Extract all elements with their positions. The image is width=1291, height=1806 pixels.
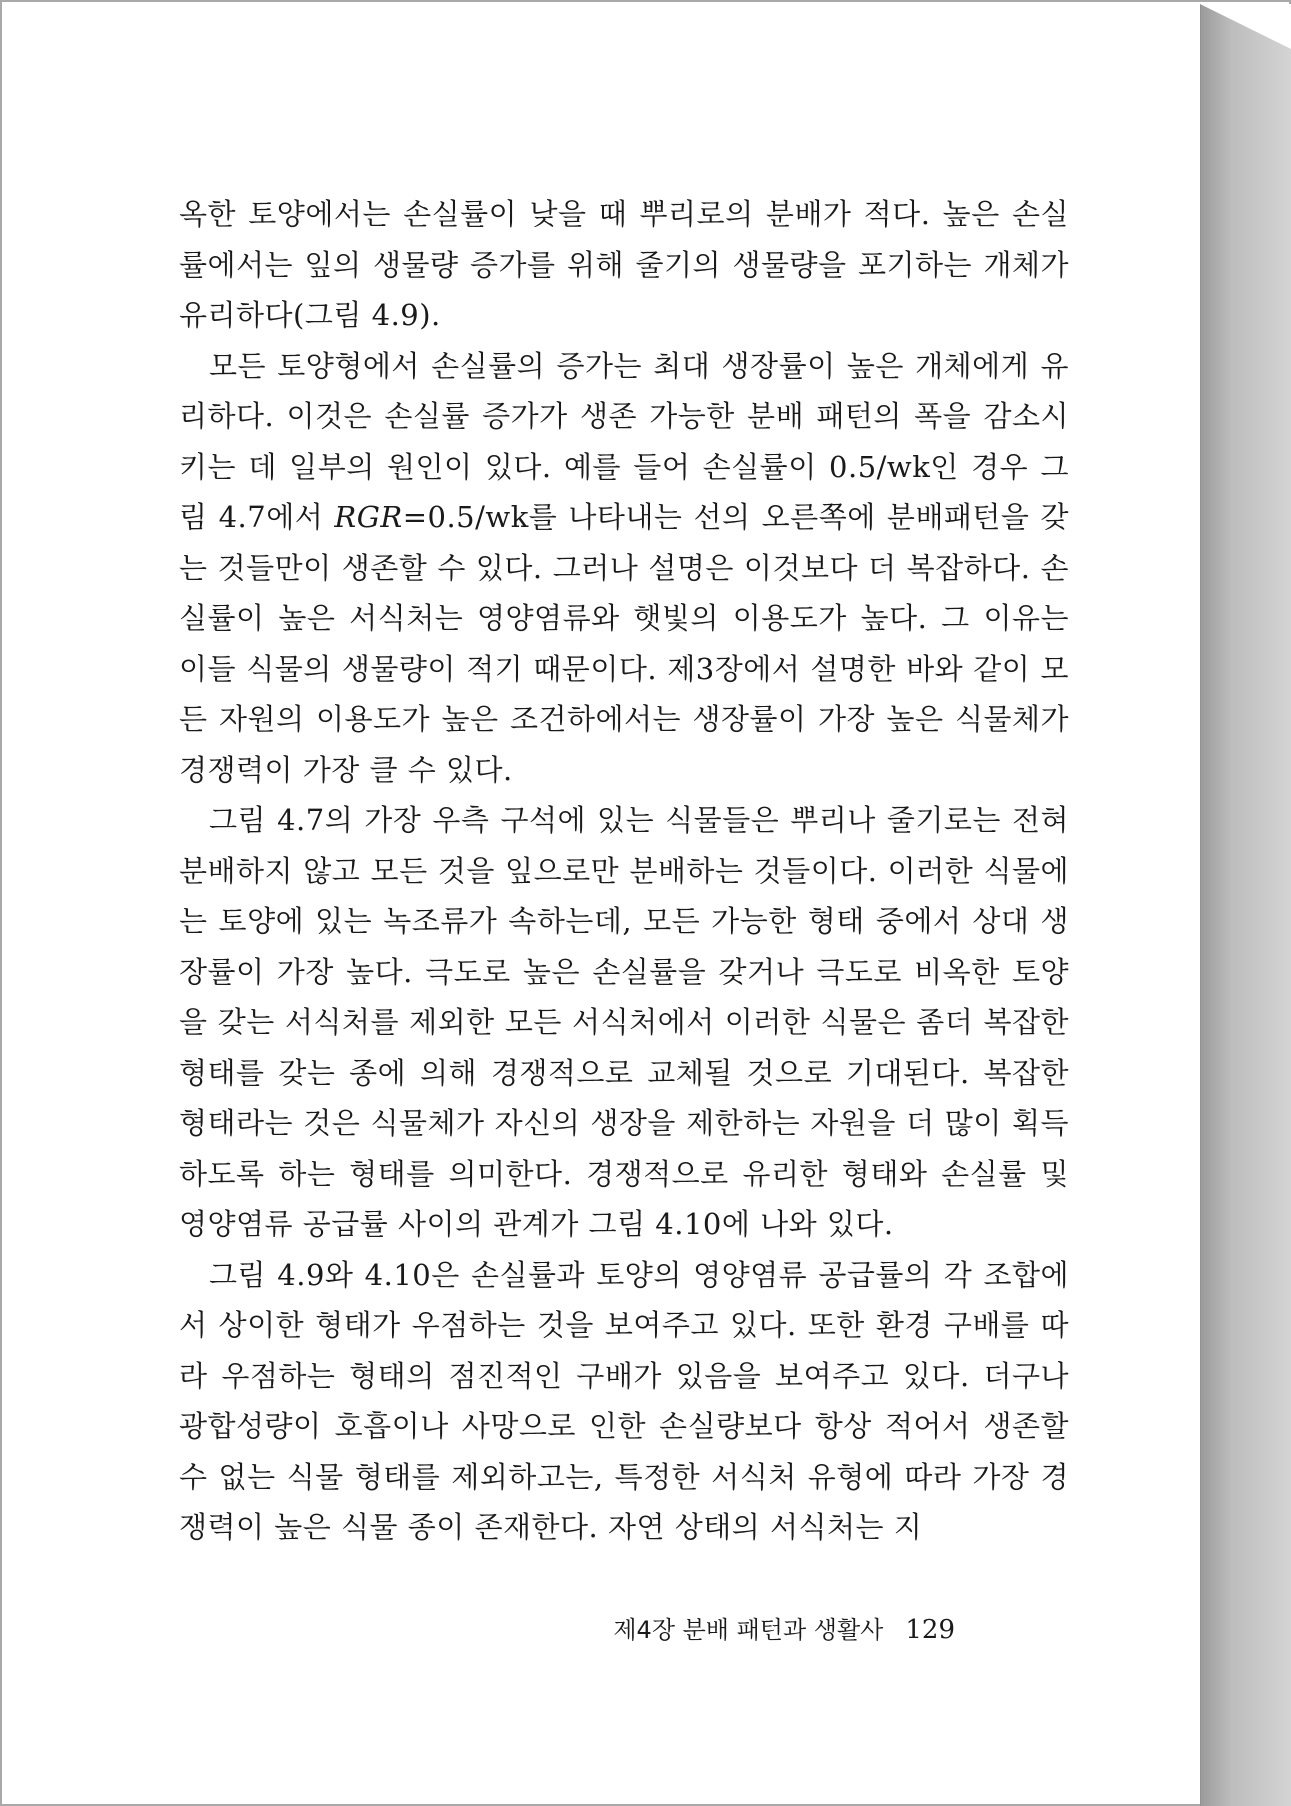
spine-shading (1200, 4, 1291, 1806)
paragraph-2-text-a: 모든 토양형에서 손실률의 증가는 최대 생장률이 높은 개체에게 유리하다. 이것은 손실률 증가가 생존 가능한 분배 패턴의 폭을 감소시키는 데 일부의 원인이 있다. 예를 들어 손실률이 0.5/wk인 경우 그림 4.7에서 (179, 348, 1069, 534)
paragraph-1-text: 옥한 토양에서는 손실률이 낮을 때 뿌리로의 분배가 적다. 높은 손실률에서는 잎의 생물량 증가를 위해 줄기의 생물량을 포기하는 개체가 유리하다(그림 4.9). (179, 197, 1069, 332)
paragraph-2 (179, 341, 1069, 796)
book-spine-edge (1200, 4, 1291, 1806)
running-head: 제4장 분배 패턴과 생활사 (613, 1616, 884, 1644)
page-number: 129 (905, 1615, 955, 1645)
book-page (4, 4, 1200, 1804)
rgr-term: RGR (334, 500, 403, 534)
page-footer (613, 1610, 955, 1645)
paragraph-3 (179, 795, 1069, 1250)
paragraph-4 (179, 1250, 1069, 1553)
paragraph-1 (179, 189, 1069, 341)
body-text (179, 189, 1069, 1553)
paragraph-4-text: 그림 4.9와 4.10은 손실률과 토양의 영양염류 공급률의 각 조합에서 상이한 형태가 우점하는 것을 보여주고 있다. 또한 환경 구배를 따라 우점하는 형태의 점진적인 구배가 있음을 보여주고 있다. 더구나 광합성량이 호흡이나 사망으로 인한 손실량보다 항상 적어서 생존할 수 없는 식물 형태를 제외하고는, 특정한 서식처 유형에 따라 가장 경쟁력이 높은 식물 종이 존재한다. 자연 상태의 서식처는 지 (179, 1257, 1069, 1544)
paragraph-2-text-b: =0.5/wk를 나타내는 선의 오른쪽에 분배패턴을 갖는 것들만이 생존할 수 있다. 그러나 설명은 이것보다 더 복잡하다. 손실률이 높은 서식처는 영양염류와 햇빛의 이용도가 높다. 그 이유는 이들 식물의 생물량이 적기 때문이다. 제3장에서 설명한 바와 같이 모든 자원의 이용도가 높은 조건하에서는 생장률이 가장 높은 식물체가 경쟁력이 가장 클 수 있다. (179, 500, 1069, 787)
paragraph-3-text: 그림 4.7의 가장 우측 구석에 있는 식물들은 뿌리나 줄기로는 전혀 분배하지 않고 모든 것을 잎으로만 분배하는 것들이다. 이러한 식물에는 토양에 있는 녹조류가 속하는데, 모든 가능한 형태 중에서 상대 생장률이 가장 높다. 극도로 높은 손실률을 갖거나 극도로 비옥한 토양을 갖는 서식처를 제외한 모든 서식처에서 이러한 식물은 좀더 복잡한 형태를 갖는 종에 의해 경쟁적으로 교체될 것으로 기대된다. 복잡한 형태라는 것은 식물체가 자신의 생장을 제한하는 자원을 더 많이 획득하도록 하는 형태를 의미한다. 경쟁적으로 유리한 형태와 손실률 및 영양염류 공급률 사이의 관계가 그림 4.10에 나와 있다. (179, 803, 1069, 1241)
